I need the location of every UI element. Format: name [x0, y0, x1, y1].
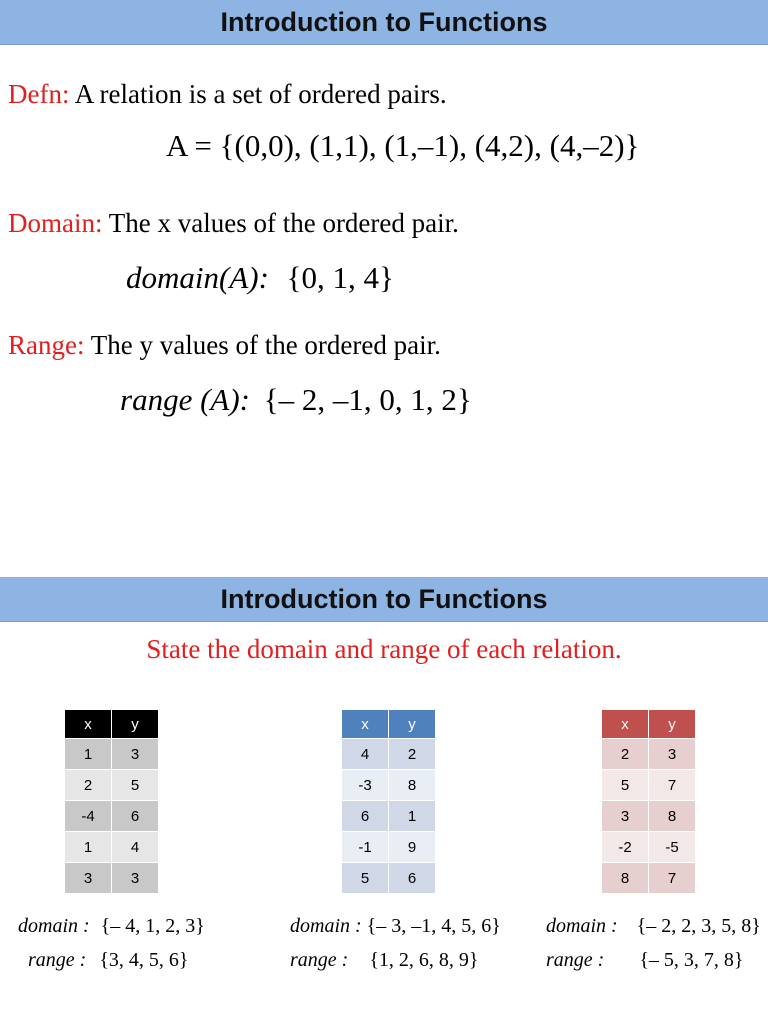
answer-range-set: {3, 4, 5, 6} [99, 949, 189, 971]
table-row [342, 801, 435, 831]
table-cell: 6 [342, 801, 388, 831]
range-expression-fn: range (A): [120, 382, 250, 417]
table-cell: 1 [65, 739, 111, 769]
table-header-y: y [389, 710, 435, 738]
slide2-title: Introduction to Functions [220, 583, 548, 614]
defn-label: Defn: [8, 79, 70, 109]
instruction-text: State the domain and range of each relation. [146, 634, 622, 664]
range-expression [120, 382, 472, 418]
domain-text: The x values of the ordered pair. [108, 208, 459, 238]
table-cell: 3 [112, 863, 158, 893]
table-cell: 3 [649, 739, 695, 769]
table-cell: 8 [389, 770, 435, 800]
answer-domain-set: {– 3, –1, 4, 5, 6} [366, 915, 501, 937]
range-line [8, 330, 441, 361]
slide1-title: Introduction to Functions [220, 6, 548, 37]
table-cell: -2 [602, 832, 648, 862]
answer-domain-3 [546, 915, 761, 938]
table-row [65, 832, 158, 862]
table-row [342, 739, 435, 769]
answer-domain-2 [290, 915, 501, 938]
table-cell: 5 [112, 770, 158, 800]
table-cell: 9 [389, 832, 435, 862]
table-row [65, 801, 158, 831]
table-cell: 8 [649, 801, 695, 831]
answer-range-set: {1, 2, 6, 8, 9} [369, 949, 479, 971]
table-row [602, 832, 695, 862]
range-label: Range: [8, 330, 85, 360]
table-cell: 8 [602, 863, 648, 893]
table-header-x: x [65, 710, 111, 738]
table-cell: 3 [112, 739, 158, 769]
table-header-y: y [112, 710, 158, 738]
answer-range-3 [546, 949, 744, 972]
table-cell: 3 [65, 863, 111, 893]
range-expression-set: {– 2, –1, 0, 1, 2} [263, 382, 472, 417]
table-row [602, 863, 695, 893]
table-cell: 7 [649, 770, 695, 800]
table-cell: 6 [112, 801, 158, 831]
set-expression-text: A = {(0,0), (1,1), (1,–1), (4,2), (4,–2)} [166, 128, 640, 163]
table-header-y: y [649, 710, 695, 738]
table-cell: -3 [342, 770, 388, 800]
answer-domain-label: domain : [546, 915, 618, 937]
table-cell: 3 [602, 801, 648, 831]
table-row [342, 863, 435, 893]
table-cell: -4 [65, 801, 111, 831]
table-cell: 2 [602, 739, 648, 769]
domain-expression-set: {0, 1, 4} [286, 260, 394, 295]
relation-table-1 [64, 709, 159, 894]
table-row [602, 770, 695, 800]
table-row [342, 832, 435, 862]
answer-range-set: {– 5, 3, 7, 8} [639, 949, 744, 971]
range-text: The y values of the ordered pair. [90, 330, 441, 360]
domain-expression-fn: domain(A): [126, 260, 269, 295]
answer-domain-set: {– 2, 2, 3, 5, 8} [636, 915, 761, 937]
domain-expression [126, 260, 394, 296]
table-row [602, 801, 695, 831]
answer-domain-label: domain : [290, 915, 362, 937]
relation-table-3 [601, 709, 696, 894]
domain-line [8, 208, 459, 239]
table-cell: 7 [649, 863, 695, 893]
slide1-title-bar [0, 0, 768, 45]
answer-range-2 [290, 949, 479, 972]
table-cell: -1 [342, 832, 388, 862]
set-expression [166, 128, 639, 164]
table-cell: 1 [389, 801, 435, 831]
table-cell: 4 [112, 832, 158, 862]
table-cell: 5 [342, 863, 388, 893]
table-cell: 6 [389, 863, 435, 893]
table-cell: 1 [65, 832, 111, 862]
answer-range-1 [28, 949, 189, 972]
table-row [65, 863, 158, 893]
slide2-title-bar [0, 577, 768, 622]
table-header-x: x [342, 710, 388, 738]
table-row [342, 770, 435, 800]
answer-domain-1 [18, 915, 205, 938]
table-header-x: x [602, 710, 648, 738]
answer-range-label: range : [546, 949, 605, 971]
defn-line [8, 79, 447, 110]
table-cell: 2 [389, 739, 435, 769]
table-cell: 2 [65, 770, 111, 800]
answer-domain-set: {– 4, 1, 2, 3} [100, 915, 205, 937]
table-row [602, 739, 695, 769]
answer-range-label: range : [28, 949, 87, 971]
answer-range-label: range : [290, 949, 349, 971]
table-cell: 5 [602, 770, 648, 800]
table-row [65, 739, 158, 769]
table-row [65, 770, 158, 800]
answer-domain-label: domain : [18, 915, 90, 937]
domain-label: Domain: [8, 208, 103, 238]
table-cell: 4 [342, 739, 388, 769]
relation-table-2 [341, 709, 436, 894]
table-cell: -5 [649, 832, 695, 862]
defn-text: A relation is a set of ordered pairs. [74, 79, 447, 109]
